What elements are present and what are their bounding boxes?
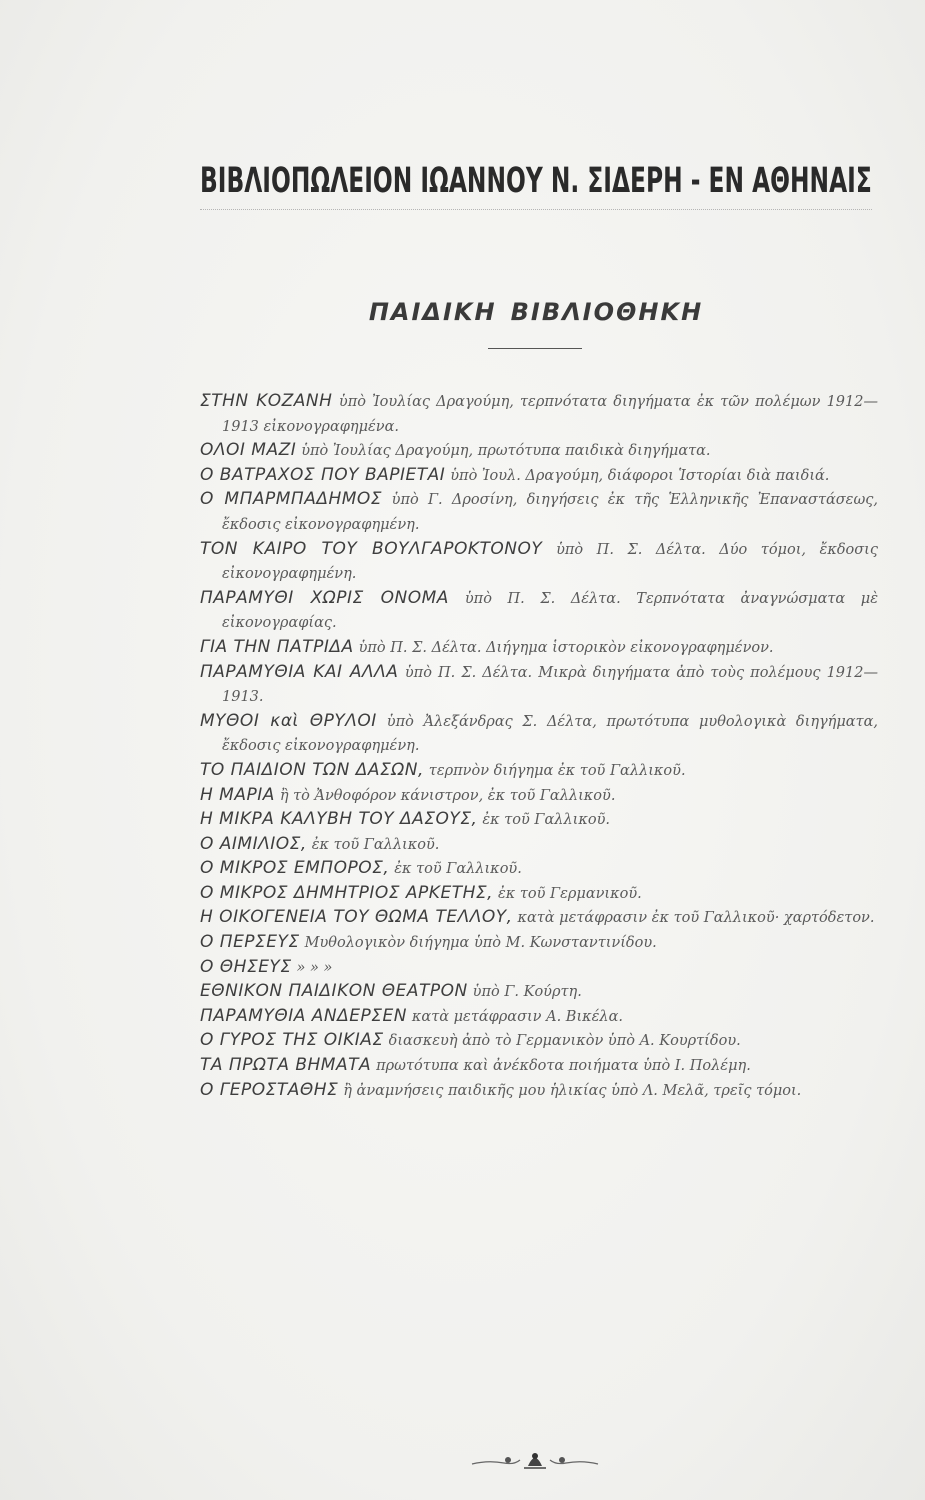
entry-title: ΟΛΟΙ ΜΑΖΙ bbox=[200, 440, 297, 461]
entry-title: Ο ΒΑΤΡΑΧΟΣ ΠΟΥ ΒΑΡΙΕΤΑΙ bbox=[200, 464, 446, 485]
entry-description: ὑπὸ Π. Σ. Δέλτα. Μικρὰ διηγήματα ἀπὸ τοὺς πολέμους 1912—1913. bbox=[222, 664, 878, 706]
entry-title: Η ΜΑΡΙΑ bbox=[200, 784, 275, 805]
entry-description: ἐκ τοῦ Γαλλικοῦ. bbox=[394, 861, 522, 878]
series-divider bbox=[488, 348, 582, 349]
entry-description: ὑπὸ Γ. Δροσίνη, διηγήσεις ἐκ τῆς Ἑλληνικῆς Ἐπαναστάσεως, ἔκδοσις εἰκονογραφημένη. bbox=[222, 492, 878, 533]
entry-title: Ο ΠΕΡΣΕΥΣ bbox=[200, 932, 300, 953]
catalog-entry bbox=[200, 759, 878, 784]
catalog-entry bbox=[200, 833, 878, 858]
entry-title: ΤΟΝ ΚΑΙΡΟ ΤΟΥ ΒΟΥΛΓΑΡΟΚΤΟΝΟΥ bbox=[200, 538, 543, 559]
catalog-entry bbox=[200, 1079, 878, 1104]
entry-description: ὑπὸ Ἰουλίας Δραγούμη, τερπνότατα διηγήματα ἐκ τῶν πολέμων 1912—1913 εἰκονογραφημένα. bbox=[222, 394, 878, 435]
entry-title: ΠΑΡΑΜΥΘΙΑ ΑΝΔΕΡΣΕΝ bbox=[200, 1005, 407, 1026]
entry-description: » » » bbox=[296, 959, 333, 976]
entry-description: ὑπὸ Ἰουλίας Δραγούμη, πρωτότυπα παιδικὰ διηγήματα. bbox=[301, 443, 711, 460]
catalog-entry bbox=[200, 488, 878, 537]
catalog-entry bbox=[200, 784, 878, 809]
entry-description: κατὰ μετάφρασιν Α. Βικέλα. bbox=[411, 1008, 624, 1025]
catalog-entry bbox=[200, 710, 878, 759]
entry-description: ὑπὸ Π. Σ. Δέλτα. Διήγημα ἱστορικὸν εἰκονογραφημένον. bbox=[358, 639, 774, 656]
entry-description: ὑπὸ Π. Σ. Δέλτα. Δύο τόμοι, ἔκδοσις εἰκονογραφημένη. bbox=[222, 541, 878, 583]
entry-description: πρωτότυπα καὶ ἀνέκδοτα ποιήματα ὑπὸ Ι. Πολέμη. bbox=[376, 1058, 751, 1075]
entry-description: ἢ ἀναμνήσεις παιδικῆς μου ἡλικίας ὑπὸ Λ. Μελᾶ, τρεῖς τόμοι. bbox=[343, 1082, 802, 1099]
entry-title: ΣΤΗΝ ΚΟΖΑΝΗ bbox=[200, 391, 333, 411]
catalog-entry bbox=[200, 1029, 878, 1054]
publisher-header: ΒΙΒΛΙΟΠΩΛΕΙΟΝ ΙΩΑΝΝΟΥ Ν. ΣΙΔΕΡΗ - ΕΝ ΑΘΗΝΑΙΣ bbox=[200, 161, 872, 201]
entry-description: διασκευὴ ἀπὸ τὸ Γερμανικὸν ὑπὸ Α. Κουρτίδου. bbox=[388, 1033, 741, 1050]
catalog-entry bbox=[200, 956, 878, 981]
catalog-entry bbox=[200, 390, 878, 439]
catalog-entry bbox=[200, 980, 878, 1005]
book-catalog bbox=[200, 390, 878, 1103]
catalog-entry bbox=[200, 1054, 878, 1079]
entry-description: ὑπὸ Ἀλεξάνδρας Σ. Δέλτα, πρωτότυπα μυθολογικὰ διηγήματα, ἔκδοσις εἰκονογραφημένη. bbox=[222, 713, 878, 755]
entry-title: Ο ΘΗΣΕΥΣ bbox=[200, 956, 292, 977]
catalog-entry bbox=[200, 906, 878, 931]
entry-description: ὑπὸ Π. Σ. Δέλτα. Τερπνότατα ἀναγνώσματα μὲ εἰκονογραφίας. bbox=[222, 590, 878, 632]
entry-description: κατὰ μετάφρασιν ἐκ τοῦ Γαλλικοῦ· χαρτόδετον. bbox=[517, 910, 875, 927]
entry-title: ΕΘΝΙΚΟΝ ΠΑΙΔΙΚΟΝ ΘΕΑΤΡΟΝ bbox=[200, 981, 468, 1002]
entry-title: ΤΟ ΠΑΙΔΙΟΝ ΤΩΝ ΔΑΣΩΝ, bbox=[200, 759, 424, 780]
entry-title: Ο ΑΙΜΙΛΙΟΣ, bbox=[200, 833, 307, 854]
series-title bbox=[200, 298, 872, 326]
catalog-entry bbox=[200, 538, 878, 587]
entry-title: Ο ΜΠΑΡΜΠΑΔΗΜΟΣ bbox=[200, 489, 383, 510]
entry-title: ΠΑΡΑΜΥΘΙ ΧΩΡΙΣ ΟΝΟΜΑ bbox=[200, 587, 449, 608]
catalog-entry bbox=[200, 808, 878, 833]
catalog-entry bbox=[200, 1005, 878, 1030]
catalog-entry bbox=[200, 931, 878, 956]
entry-title: ΤΑ ΠΡΩΤΑ ΒΗΜΑΤΑ bbox=[200, 1055, 372, 1076]
catalog-entry bbox=[200, 439, 878, 464]
entry-title: Η ΟΙΚΟΓΕΝΕΙΑ ΤΟΥ ΘΩΜΑ ΤΕΛΛΟΥ, bbox=[200, 907, 513, 928]
entry-description: ἐκ τοῦ Γαλλικοῦ. bbox=[482, 812, 610, 829]
catalog-entry bbox=[200, 587, 878, 636]
ornament-icon bbox=[468, 1448, 602, 1474]
entry-description: ὑπὸ Γ. Κούρτη. bbox=[472, 984, 582, 1001]
catalog-entry bbox=[200, 882, 878, 907]
entry-title: ΜΥΘΟΙ καὶ ΘΡΥΛΟΙ bbox=[200, 710, 377, 731]
entry-title: ΠΑΡΑΜΥΘΙΑ ΚΑΙ ΑΛΛΑ bbox=[200, 661, 399, 682]
series-title-word-2: ΒΙΒΛΙΟΘΗΚΗ bbox=[510, 298, 704, 326]
entry-description: ἐκ τοῦ Γαλλικοῦ. bbox=[311, 836, 440, 853]
catalog-entry bbox=[200, 857, 878, 882]
entry-title: Ο ΓΕΡΟΣΤΑΘΗΣ bbox=[200, 1079, 339, 1100]
entry-title: ΓΙΑ ΤΗΝ ΠΑΤΡΙΔΑ bbox=[200, 636, 354, 657]
catalog-entry bbox=[200, 464, 878, 489]
entry-description: Μυθολογικὸν διήγημα ὑπὸ Μ. Κωνσταντινίδου. bbox=[304, 935, 657, 952]
catalog-entry bbox=[200, 636, 878, 661]
entry-title: Ο ΜΙΚΡΟΣ ΕΜΠΟΡΟΣ, bbox=[200, 858, 390, 879]
header-divider bbox=[200, 209, 872, 210]
entry-title: Η ΜΙΚΡΑ ΚΑΛΥΒΗ ΤΟΥ ΔΑΣΟΥΣ, bbox=[200, 809, 478, 830]
entry-description: ὑπὸ Ἰουλ. Δραγούμη, διάφοροι Ἱστορίαι διὰ παιδιά. bbox=[450, 467, 830, 484]
series-title-word-1: ΠΑΙΔΙΚΗ bbox=[368, 298, 497, 326]
entry-title: Ο ΓΥΡΟΣ ΤΗΣ ΟΙΚΙΑΣ bbox=[200, 1030, 384, 1051]
entry-description: τερπνὸν διήγημα ἐκ τοῦ Γαλλικοῦ. bbox=[428, 762, 686, 779]
entry-description: ἢ τὸ Ἀνθοφόρον κάνιστρον, ἐκ τοῦ Γαλλικοῦ. bbox=[279, 787, 616, 804]
entry-description: ἐκ τοῦ Γερμανικοῦ. bbox=[497, 885, 642, 902]
catalog-entry bbox=[200, 661, 878, 710]
entry-title: Ο ΜΙΚΡΟΣ ΔΗΜΗΤΡΙΟΣ ΑΡΚΕΤΗΣ, bbox=[200, 882, 494, 903]
